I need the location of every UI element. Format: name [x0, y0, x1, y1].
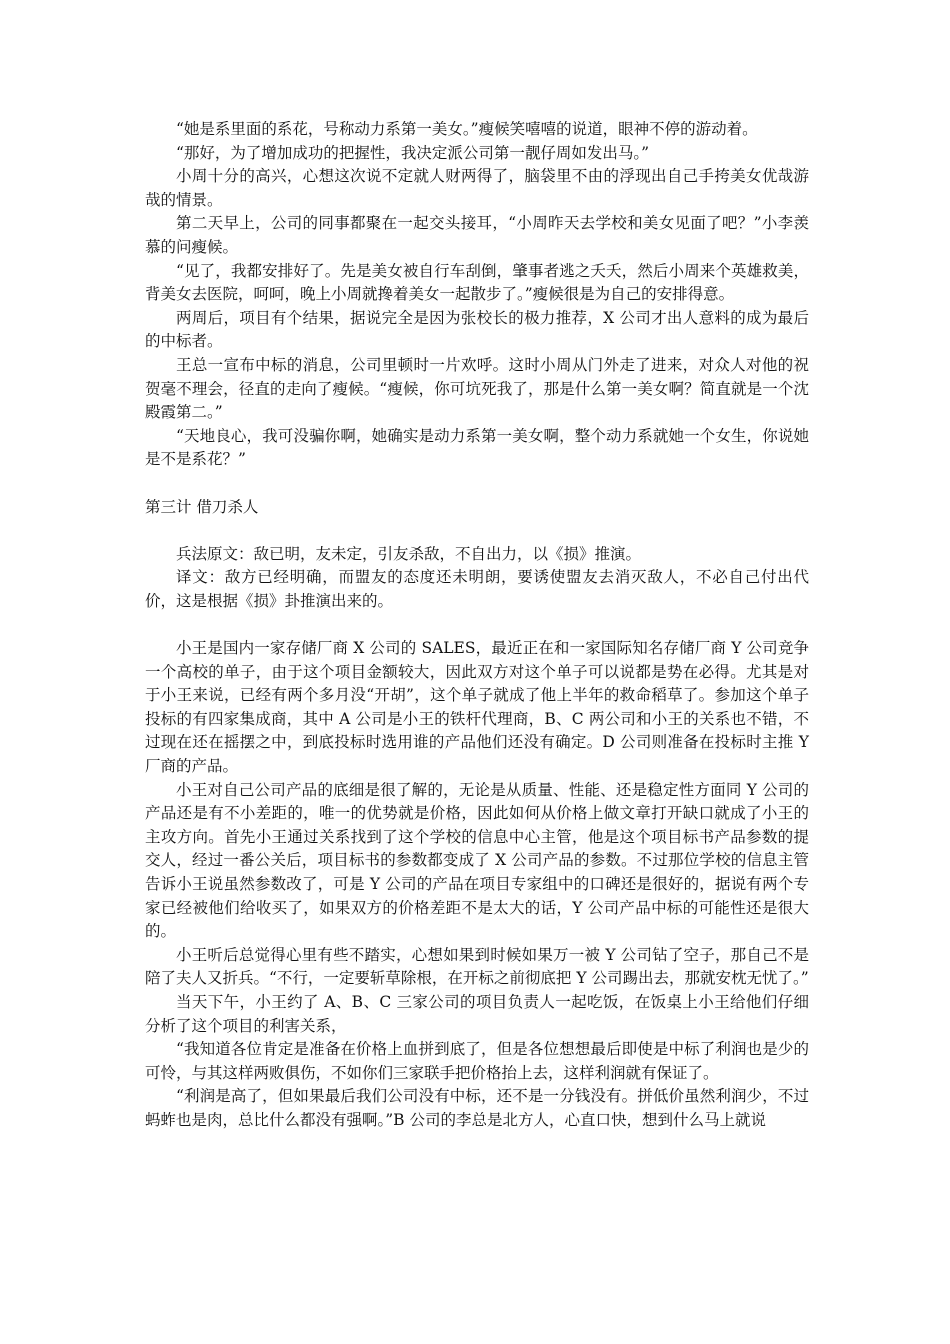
paragraph: “她是系里面的系花，号称动力系第一美女。”瘦候笑嘻嘻的说道，眼神不停的游动着。: [176, 120, 758, 138]
paragraph: 两周后，项目有个结果，据说完全是因为张校长的极力推荐，X 公司才出人意料的成为最后的中标者。: [145, 308, 809, 351]
paragraph: “天地良心，我可没骗你啊，她确实是动力系第一美女啊，整个动力系就她一个女生，你说她是不是系花？”: [145, 426, 809, 469]
paragraph: 译文：敌方已经明确，而盟友的态度还未明朗，要诱使盟友去消灭敌人，不必自己付出代价，这是根据《损》卦推演出来的。: [145, 568, 809, 610]
paragraph: 王总一宣布中标的消息，公司里顿时一片欢呼。这时小周从门外走了进来，对众人对他的祝贺毫不理会，径直的走向了瘦候。“瘦候，你可坑死我了，那是什么第一美女啊？简直就是一个沈殿霞第二。”: [145, 355, 809, 422]
section-heading: 第三计 借刀杀人: [145, 497, 259, 516]
paragraph: “我知道各位肯定是准备在价格上血拼到底了，但是各位想想最后即使是中标了利润也是少的可怜，与其这样两败俱伤，不如你们三家联手把价格抬上去，这样利润就有保证了。: [145, 1040, 809, 1082]
paragraph: 小王听后总觉得心里有些不踏实，心想如果到时候如果万一被 Y 公司钻了空子，那自己不是陪了夫人又折兵。“不行，一定要斩草除根，在开标之前彻底把 Y 公司踢出去，那就安枕无忧了。”: [145, 945, 809, 988]
spacer: [145, 472, 809, 496]
paragraph: “利润是高了，但如果最后我们公司没有中标，还不是一分钱没有。拼低价虽然利润少，不过蚂蚱也是肉，总比什么都没有强啊。”B 公司的李总是北方人，心直口快，想到什么马上就说: [145, 1087, 809, 1129]
spacer: [145, 519, 809, 543]
paragraph: 第二天早上，公司的同事都聚在一起交头接耳，“小周昨天去学校和美女见面了吧？”小李羡慕的问瘦候。: [145, 214, 809, 256]
paragraph: 小王对自己公司产品的底细是很了解的，无论是从质量、性能、还是稳定性方面同 Y 公司的产品还是有不小差距的，唯一的优势就是价格，因此如何从价格上做文章打开缺口就成了小王的主攻方向。首先小王通过关系找到了这个学校的信息中心主管，他是这个项目标书产品参数的提交人，经过一番公关后，项目标书的参数都变成了 X 公司产品的参数。不过那位学校的信息主管告诉小王说虽然参数改了，可是 Y 公司的产品在项目专家组中的口碑还是很好的，据说有两个专家已经被他们给收买了，如果双方的价格差距不是太大的话，Y 公司产品中标的可能性还是很大的。: [145, 780, 809, 941]
paragraph: 兵法原文：敌已明，友未定，引友杀敌，不自出力，以《损》推演。: [176, 544, 642, 563]
document-body: [145, 118, 809, 1133]
paragraph: “见了，我都安排好了。先是美女被自行车刮倒，肇事者逃之夭夭，然后小周来个英雄救美，背美女去医院，呵呵，晚上小周就搀着美女一起散步了。”瘦候很是为自己的安排得意。: [145, 261, 809, 304]
paragraph: 小王是国内一家存储厂商 X 公司的 SALES，最近正在和一家国际知名存储厂商 Y 公司竞争一个高校的单子，由于这个项目金额较大，因此双方对这个单子可以说都是势在必得。尤其是对于小王来说，已经有两个多月没“开胡”，这个单子就成了他上半年的救命稻草了。参加这个单子投标的有四家集成商，其中 A 公司是小王的铁杆代理商，B、C 两公司和小王的关系也不错，不过现在还在摇摆之中，到底投标时选用谁的产品他们还没有确定。D 公司则准备在投标时主推 Y 厂商的产品。: [145, 639, 809, 776]
paragraph: “那好，为了增加成功的把握性，我决定派公司第一靓仔周如发出马。”: [176, 143, 650, 162]
paragraph: 当天下午，小王约了 A、B、C 三家公司的项目负责人一起吃饭，在饭桌上小王给他们仔细分析了这个项目的利害关系，: [145, 992, 809, 1035]
spacer: [145, 613, 809, 637]
paragraph: 小周十分的高兴，心想这次说不定就人财两得了，脑袋里不由的浮现出自己手挎美女优哉游哉的情景。: [145, 167, 809, 209]
